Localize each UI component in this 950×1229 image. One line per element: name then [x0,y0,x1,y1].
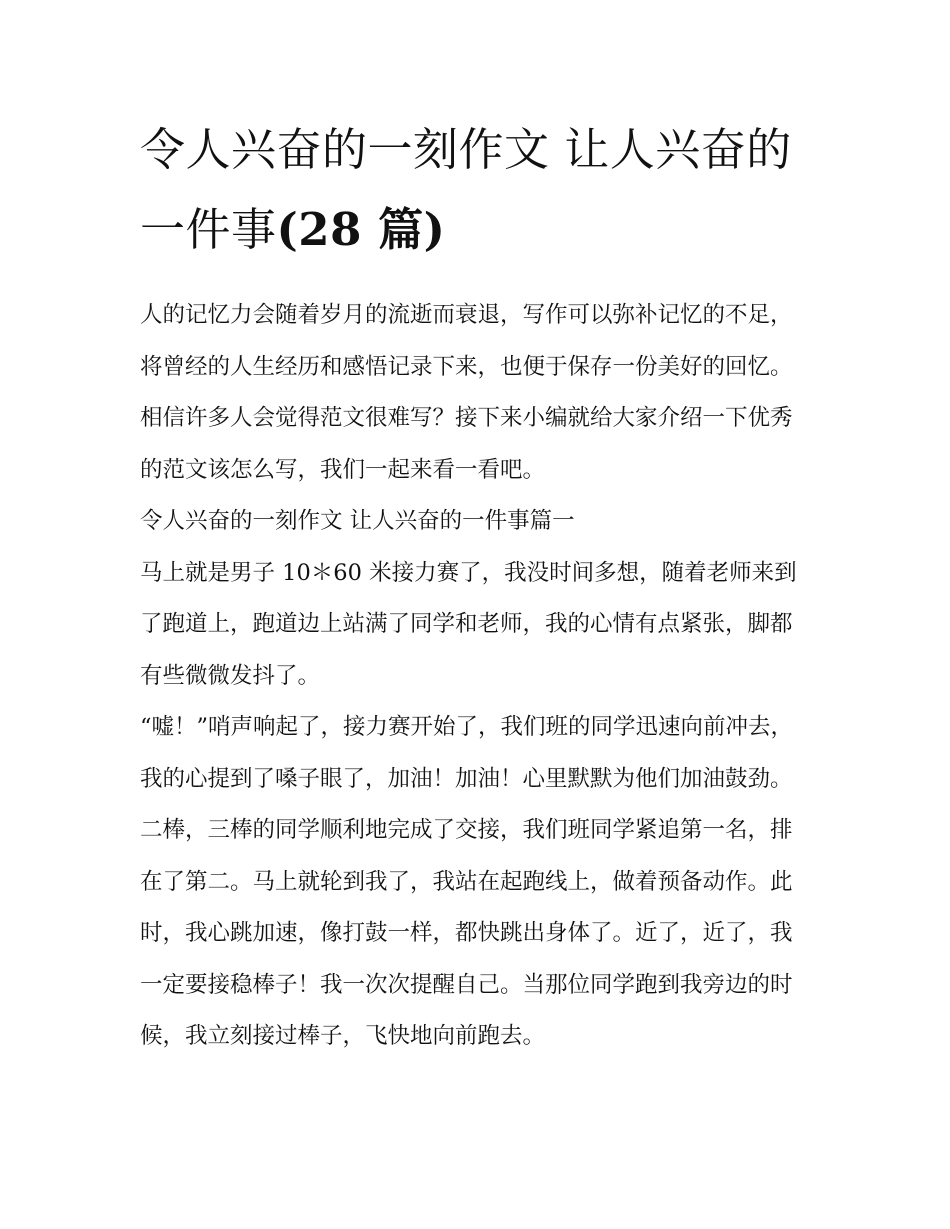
body-paragraph: “嘘！”哨声响起了，接力赛开始了，我们班的同学迅速向前冲去，我的心提到了嗓子眼了，加油！加油！心里默默为他们加油鼓劲。二棒，三棒的同学顺利地完成了交接，我们班同学紧追第一名，排在了第二。马上就轮到我了，我站在起跑线上，做着预备动作。此时，我心跳加速，像打鼓一样，都快跳出身体了。近了，近了，我一定要接稳棒子！我一次次提醒自己。当那位同学跑到我旁边的时候，我立刻接过棒子，飞快地向前跑去。 [140,714,794,1049]
title-count: (28 篇) [276,203,446,256]
intro-paragraph: 人的记忆力会随着岁月的流逝而衰退，写作可以弥补记忆的不足，将曾经的人生经历和感悟记录下来，也便于保存一份美好的回忆。相信许多人会觉得范文很难写？接下来小编就给大家介绍一下优秀的范文该怎么写，我们一起来看一看吧。 [140,302,793,483]
document-page [140,110,812,1063]
title-text: 令人兴奋的一刻作文 让人兴奋的一件事 [140,123,792,256]
body-paragraph: 马上就是男子 10＊60 米接力赛了，我没时间多想，随着老师来到了跑道上，跑道边上站满了同学和老师，我的心情有点紧张，脚都有些微微发抖了。 [140,559,797,689]
document-title [140,110,812,270]
section-heading: 令人兴奋的一刻作文 让人兴奋的一件事篇一 [140,508,575,534]
